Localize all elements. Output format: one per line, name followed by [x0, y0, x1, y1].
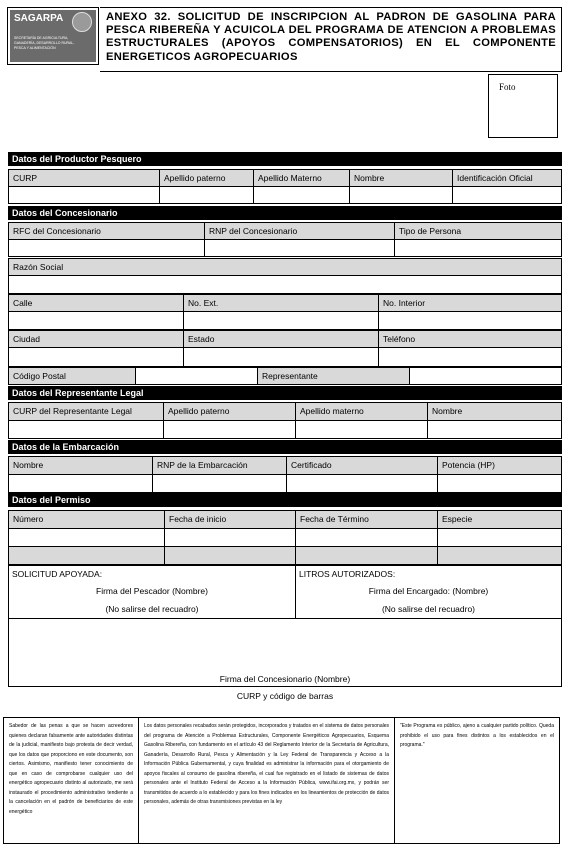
label-representante: Representante — [257, 367, 410, 385]
input-certificado[interactable] — [286, 474, 438, 493]
input-ciudad[interactable] — [8, 347, 184, 367]
legal-notice-1-text: Sabedor de las penas a que se hacen acreedores quienes declaran falsamente ante autoridades distintas de la judicial, manifiesto bajo protesta de decir verdad, que los datos que proporciono en este documento, son ciertos. Asimismo, manifiesto tener conocimiento de que en caso de comprobarse cualquier uso del energético agropecuario distinto al autorizado, me será instaurado el procedimiento administrativo tendiente a la cancelación en el padrón de beneficiarios de este energético — [9, 723, 133, 815]
signature-concesionario-box[interactable] — [8, 618, 562, 687]
label-fecha-inicio: Fecha de inicio — [164, 510, 296, 529]
label-codigo-postal: Código Postal — [8, 367, 136, 385]
label-rep-nombre: Nombre — [427, 402, 562, 421]
input-fecha-inicio-1[interactable] — [164, 528, 296, 547]
label-rep-apellido-materno: Apellido materno — [295, 402, 428, 421]
input-rnp-concesionario[interactable] — [204, 239, 395, 257]
label-rfc-concesionario: RFC del Concesionario — [8, 222, 205, 240]
eagle-seal-icon — [72, 12, 92, 32]
section-header-embarcacion: Datos de la Embarcación — [8, 440, 562, 454]
input-fecha-termino-1[interactable] — [295, 528, 438, 547]
label-rep-apellido-paterno: Apellido paterno — [163, 402, 296, 421]
photo-label: Foto — [499, 82, 516, 92]
legal-notice-3-text: "Este Programa es público, ajeno a cualquier partido político. Queda prohibido el uso para fines distintos a los establecidos en el programa." — [400, 723, 554, 748]
input-potencia[interactable] — [437, 474, 562, 493]
logo-box — [7, 7, 99, 65]
section-header-permiso: Datos del Permiso — [8, 493, 562, 507]
section-header-representante: Datos del Representante Legal — [8, 386, 562, 400]
input-especie-1[interactable] — [437, 528, 562, 547]
label-curp-representante: CURP del Representante Legal — [8, 402, 164, 421]
input-rep-apellido-materno[interactable] — [295, 420, 428, 439]
firma-encargado-label: Firma del Encargado: (Nombre) — [368, 586, 489, 596]
input-rep-apellido-paterno[interactable] — [163, 420, 296, 439]
form-title: ANEXO 32. SOLICITUD DE INSCRIPCION AL PADRON DE GASOLINA PARA PESCA RIBEREÑA Y ACUICOLA DEL PROGRAMA DE ATENCION A PROBLEMAS ESTRUCTURALES (APOYOS COMPENSATORIOS) EN EL COMPONENTE ENERGETICOS AGROPECUARIOS — [106, 11, 556, 63]
label-razon-social: Razón Social — [8, 258, 562, 276]
legal-notice-1 — [3, 717, 139, 844]
input-especie-2[interactable] — [437, 546, 562, 565]
input-fecha-termino-2[interactable] — [295, 546, 438, 565]
input-curp-representante[interactable] — [8, 420, 164, 439]
label-identificacion: Identificación Oficial — [452, 169, 562, 187]
legal-notice-2-text: Los datos personales recabados serán protegidos, incorporados y tratados en el sistema de datos personales del programa de Atención a Problemas Estructurales, Componente Energéticos Agropecuarios, Esquema Gasolina Ribereña, con fundamento en el artículo 43 del Reglamento Interior de la Secretaría de Agricultura, Ganadería, Desarrollo Rural, Pesca y Alimentación y la Ley Federal de Transparencia y Acceso a la Información Pública Gubernamental, y cuya finalidad es administrar la información para el otorgamiento de apoyos fiscales al consumo de gasolina ribereña, el cual fue registrado en el listado de sistemas de datos personales ante el Instituto Federal de Acceso a la Información Pública, www.ifai.org.mx, y podrán ser transmitidos de acuerdo a lo establecido y para los fines indicados en los lineamientos de protección de datos personales, además de otras transmisiones previstas en la ley — [144, 723, 389, 805]
section-header-productor: Datos del Productor Pesquero — [8, 152, 562, 166]
input-apellido-materno[interactable] — [253, 186, 350, 204]
signature-encargado-box[interactable] — [295, 565, 562, 619]
label-curp: CURP — [8, 169, 160, 187]
firma-concesionario-label: Firma del Concesionario (Nombre) — [219, 674, 351, 684]
signature-pescador-box[interactable] — [8, 565, 296, 619]
input-razon-social[interactable] — [8, 275, 562, 294]
label-emb-nombre: Nombre — [8, 456, 153, 475]
input-calle[interactable] — [8, 311, 184, 330]
input-identificacion[interactable] — [452, 186, 562, 204]
input-rep-nombre[interactable] — [427, 420, 562, 439]
form-title-box — [100, 7, 562, 72]
input-emb-nombre[interactable] — [8, 474, 153, 493]
input-apellido-paterno[interactable] — [159, 186, 254, 204]
litros-autorizados-label: LITROS AUTORIZADOS: — [299, 569, 396, 579]
input-fecha-inicio-2[interactable] — [164, 546, 296, 565]
input-representante[interactable] — [409, 367, 562, 385]
input-numero-1[interactable] — [8, 528, 165, 547]
no-salirse-label-2: (No salirse del recuadro) — [381, 604, 476, 614]
firma-pescador-label: Firma del Pescador (Nombre) — [96, 586, 208, 596]
label-nombre: Nombre — [349, 169, 453, 187]
label-fecha-termino: Fecha de Término — [295, 510, 438, 529]
section-header-concesionario: Datos del Concesionario — [8, 206, 562, 220]
logo-name: SAGARPA — [14, 13, 64, 24]
label-rnp-concesionario: RNP del Concesionario — [204, 222, 395, 240]
label-estado: Estado — [183, 330, 379, 348]
label-no-interior: No. Interior — [378, 294, 562, 312]
no-salirse-label-1: (No salirse del recuadro) — [105, 604, 199, 614]
input-curp[interactable] — [8, 186, 160, 204]
input-no-interior[interactable] — [378, 311, 562, 330]
label-certificado: Certificado — [286, 456, 438, 475]
solicitud-apoyada-label: SOLICITUD APOYADA: — [12, 569, 103, 579]
photo-box[interactable] — [488, 74, 558, 138]
input-rfc-concesionario[interactable] — [8, 239, 205, 257]
input-nombre[interactable] — [349, 186, 453, 204]
label-numero: Número — [8, 510, 165, 529]
legal-notice-3 — [394, 717, 560, 844]
logo-subtitle: SECRETARÍA DE AGRICULTURA, GANADERÍA, DESARROLLO RURAL, PESCA Y ALIMENTACIÓN — [14, 36, 75, 50]
label-tipo-persona: Tipo de Persona — [394, 222, 562, 240]
label-potencia: Potencia (HP) — [437, 456, 562, 475]
input-estado[interactable] — [183, 347, 379, 367]
label-no-ext: No. Ext. — [183, 294, 379, 312]
curp-codigo-barras-label: CURP y código de barras — [236, 691, 334, 701]
label-apellido-materno: Apellido Materno — [253, 169, 350, 187]
input-no-ext[interactable] — [183, 311, 379, 330]
input-codigo-postal[interactable] — [135, 367, 258, 385]
label-especie: Especie — [437, 510, 562, 529]
label-apellido-paterno: Apellido paterno — [159, 169, 254, 187]
label-ciudad: Ciudad — [8, 330, 184, 348]
label-calle: Calle — [8, 294, 184, 312]
input-tipo-persona[interactable] — [394, 239, 562, 257]
legal-notice-2 — [138, 717, 395, 844]
input-telefono[interactable] — [378, 347, 562, 367]
input-numero-2[interactable] — [8, 546, 165, 565]
label-rnp-embarcacion: RNP de la Embarcación — [152, 456, 287, 475]
label-telefono: Teléfono — [378, 330, 562, 348]
input-rnp-embarcacion[interactable] — [152, 474, 287, 493]
